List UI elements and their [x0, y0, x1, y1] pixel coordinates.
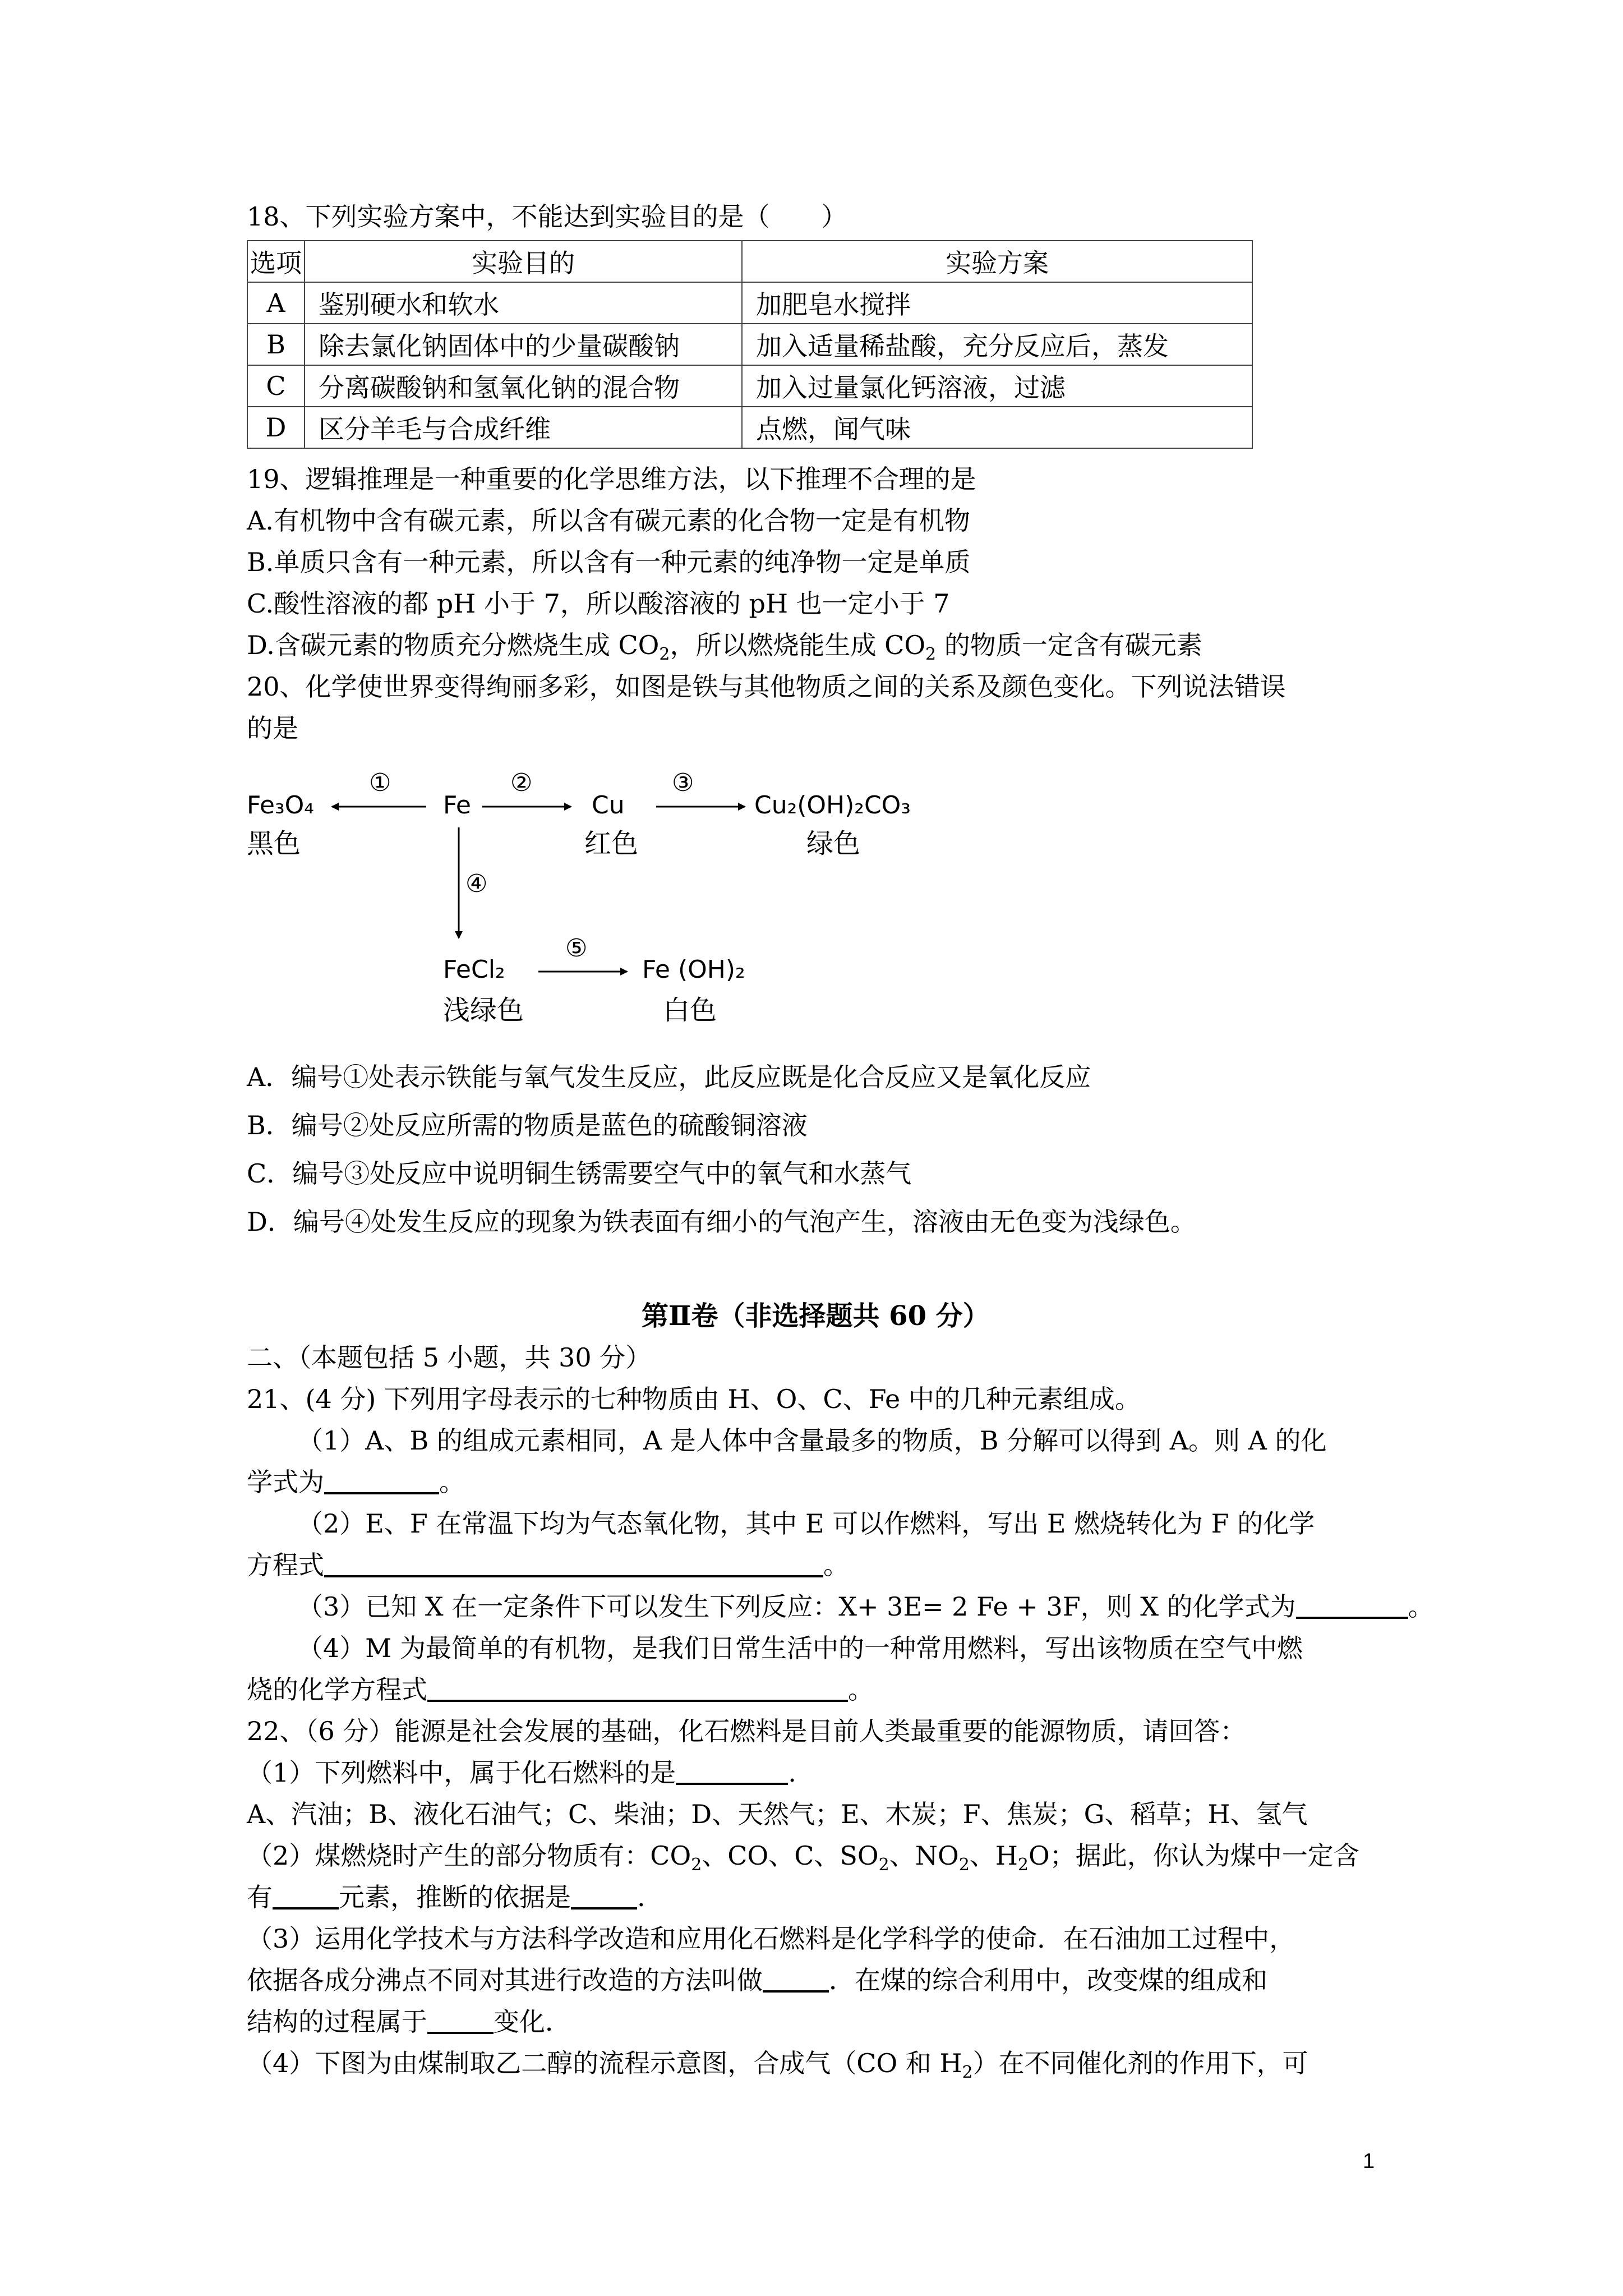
q19-stem: 19、逻辑推理是一种重要的化学思维方法，以下推理不合理的是	[247, 464, 976, 494]
table-row	[247, 407, 1252, 448]
q22-part2-line1: （2）煤燃烧时产生的部分物质有：$CO_2$、CO、C、$SO_2$、$NO_2$、$H_2O$；据此，你认为煤中一定含	[247, 1841, 1359, 1875]
q22-part3-line2: 依据各成分沸点不同对其进行改造的方法叫做 ．在煤的综合利用中，改变煤的组成和	[247, 1965, 1267, 1995]
q20-stem-line1: 20、化学使世界变得绚丽多彩，如图是铁与其他物质之间的关系及颜色变化。下列说法错误	[247, 671, 1286, 702]
fe3o4-label: Fe₃O₄	[247, 791, 314, 820]
red-color-label: 红色	[584, 828, 639, 859]
plan-cell: 加肥皂水搅拌	[742, 282, 1252, 324]
q21-part4-line2: 烧的化学方程式 。	[247, 1674, 874, 1705]
header-purpose: 实验目的	[305, 241, 742, 282]
purpose-cell: 区分羊毛与合成纤维	[305, 407, 742, 448]
q19-option-a: A.有机物中含有碳元素，所以含有碳元素的化合物一定是有机物	[247, 505, 970, 536]
q21-stem: 21、(4 分) 下列用字母表示的七种物质由 H、O、C、Fe 中的几种元素组成。	[247, 1384, 1141, 1414]
q19-option-b: B.单质只含有一种元素，所以含有一种元素的纯净物一定是单质	[247, 547, 971, 577]
answer-blank[interactable]	[273, 1885, 339, 1910]
q22-part1: （1）下列燃料中，属于化石燃料的是 .	[247, 1757, 796, 1788]
feoh2-label: Fe (OH)₂	[642, 955, 745, 984]
green-color-label: 绿色	[806, 828, 861, 859]
q20-option-c: C．编号③处反应中说明铜生锈需要空气中的氧气和水蒸气	[247, 1158, 912, 1189]
q21-part2-line2: 方程式 。	[247, 1550, 849, 1580]
header-option: 选项	[247, 241, 305, 282]
option-cell: C	[247, 365, 305, 407]
q20-stem-line2: 的是	[247, 713, 298, 743]
answer-blank[interactable]	[763, 1968, 829, 1993]
option-cell: D	[247, 407, 305, 448]
q22-part2-line2: 有 元素，推断的依据是 .	[247, 1882, 645, 1912]
answer-blank[interactable]	[676, 1760, 788, 1785]
q21-part4-line1: （4）M 为最简单的有机物，是我们日常生活中的一种常用燃料，写出该物质在空气中燃	[297, 1633, 1303, 1663]
q22-stem: 22、（6 分）能源是社会发展的基础，化石燃料是目前人类最重要的能源物质，请回答：	[247, 1716, 1246, 1746]
light-green-color-label: 浅绿色	[443, 995, 524, 1026]
option-cell: B	[247, 324, 305, 365]
q18-table	[247, 240, 1253, 449]
step-5-label: ⑤	[565, 934, 588, 963]
answer-blank[interactable]	[1296, 1594, 1408, 1619]
table-header-row	[247, 241, 1252, 282]
q19-option-d: D.含碳元素的物质充分燃烧生成 $CO_2$，所以燃烧能生成 $CO_2$ 的物质一定含有碳元素	[247, 630, 1202, 664]
step-1-label: ①	[369, 769, 391, 797]
step-2-label: ②	[510, 769, 533, 797]
purpose-cell: 除去氯化钠固体中的少量碳酸钠	[305, 324, 742, 365]
fe-label: Fe	[443, 791, 471, 820]
q21-part1-line2: 学式为 。	[247, 1467, 465, 1497]
q22-part3-line1: （3）运用化学技术与方法科学改造和应用化石燃料是化学科学的使命．在石油加工过程中，	[247, 1924, 1295, 1954]
header-plan: 实验方案	[742, 241, 1252, 282]
part2-title: 第Ⅱ卷（非选择题共 60 分）	[642, 1300, 990, 1332]
q22-part4: （4）下图为由煤制取乙二醇的流程示意图，合成气（CO 和 $H_2$）在不同催化剂的作用下，可	[247, 2048, 1308, 2082]
purpose-cell: 分离碳酸钠和氢氧化钠的混合物	[305, 365, 742, 407]
q20-option-a: A．编号①处表示铁能与氧气发生反应，此反应既是化合反应又是氧化反应	[247, 1062, 1091, 1092]
q21-part3: （3）已知 X 在一定条件下可以发生下列反应：X+ 3E= 2 Fe + 3F，则 X 的化学式为 。	[297, 1591, 1434, 1622]
answer-blank[interactable]	[427, 1677, 848, 1702]
cu-label: Cu	[592, 791, 625, 820]
q19-option-c: C.酸性溶液的都 pH 小于 7，所以酸溶液的 pH 也一定小于 7	[247, 588, 950, 619]
q18-stem: 18、下列实验方案中，不能达到实验目的是（ ）	[247, 201, 847, 232]
q22-part1-options: A、汽油；B、液化石油气；C、柴油；D、天然气；E、木炭；F、焦炭；G、稻草；H、氢气	[247, 1799, 1308, 1829]
q20-option-d: D．编号④处发生反应的现象为铁表面有细小的气泡产生，溶液由无色变为浅绿色。	[247, 1207, 1196, 1237]
part2-section-heading: 二、（本题包括 5 小题，共 30 分）	[247, 1342, 652, 1373]
table-row	[247, 365, 1252, 407]
page-number: 1	[1363, 2150, 1375, 2173]
step-3-label: ③	[672, 769, 694, 797]
answer-blank[interactable]	[324, 1553, 823, 1577]
table-row	[247, 282, 1252, 324]
white-color-label: 白色	[663, 995, 717, 1026]
q21-part2-line1: （2）E、F 在常温下均为气态氧化物，其中 E 可以作燃料，写出 E 燃烧转化为 F 的化学	[297, 1508, 1315, 1539]
q20-option-b: B．编号②处反应所需的物质是蓝色的硫酸铜溶液	[247, 1110, 808, 1140]
q21-part1-line1: （1）A、B 的组成元素相同，A 是人体中含量最多的物质，B 分解可以得到 A。则 A 的化	[297, 1425, 1327, 1456]
answer-blank[interactable]	[324, 1470, 439, 1494]
q22-part3-line3: 结构的过程属于 变化．	[247, 2007, 571, 2037]
black-color-label: 黑色	[247, 828, 301, 859]
iron-reaction-diagram	[247, 763, 976, 1055]
plan-cell: 加入过量氯化钙溶液，过滤	[742, 365, 1252, 407]
purpose-cell: 鉴别硬水和软水	[305, 282, 742, 324]
answer-blank[interactable]	[427, 2009, 494, 2034]
malachite-label: Cu₂(OH)₂CO₃	[754, 791, 911, 820]
step-4-label: ④	[465, 869, 488, 898]
fecl2-label: FeCl₂	[443, 955, 505, 984]
table-row	[247, 324, 1252, 365]
option-cell: A	[247, 282, 305, 324]
plan-cell: 加入适量稀盐酸，充分反应后，蒸发	[742, 324, 1252, 365]
answer-blank[interactable]	[571, 1885, 637, 1910]
plan-cell: 点燃，闻气味	[742, 407, 1252, 448]
